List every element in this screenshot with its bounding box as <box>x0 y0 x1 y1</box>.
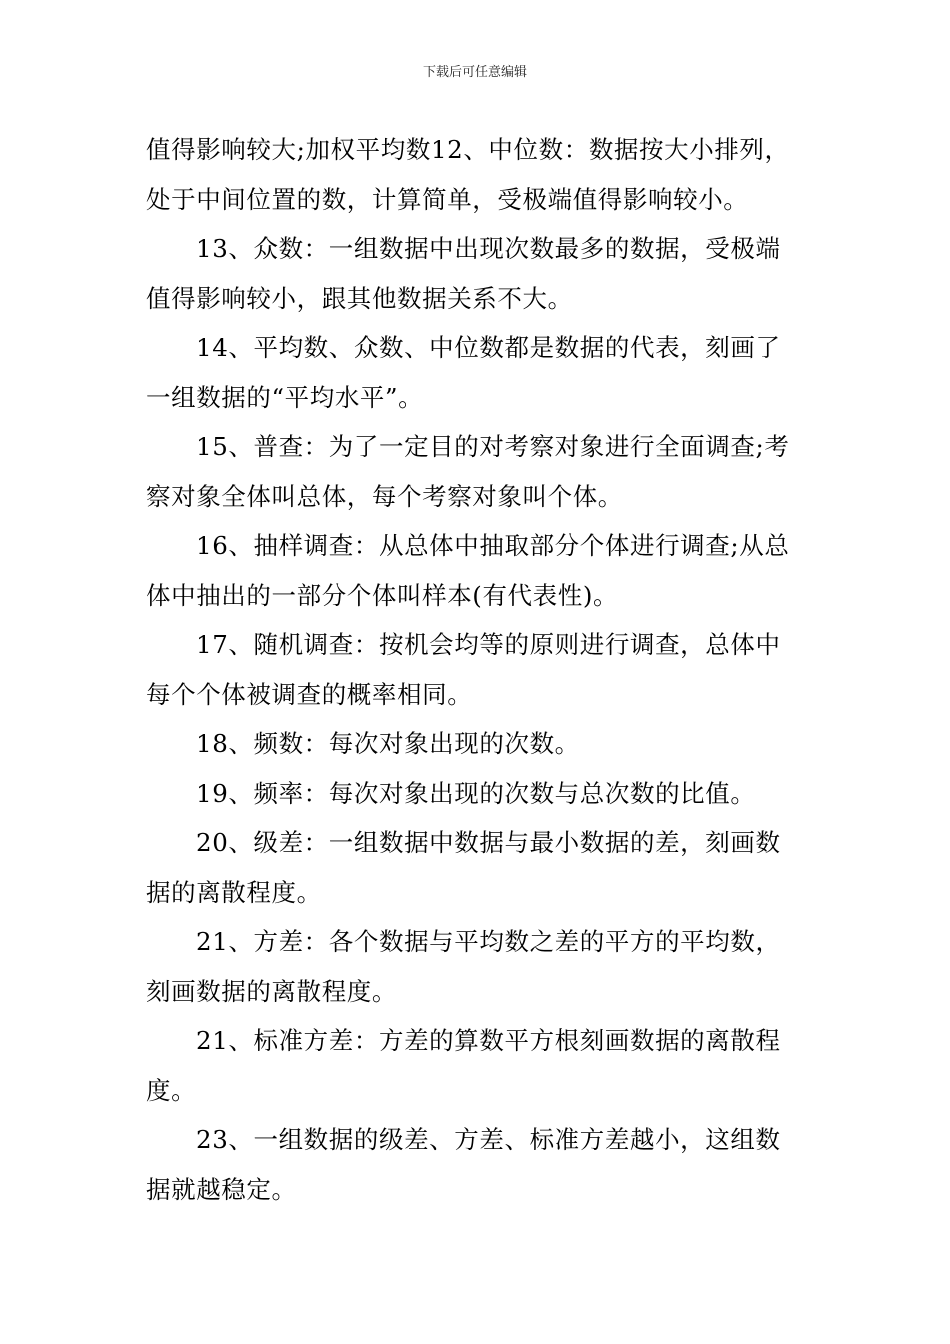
paragraph-item-19 <box>146 769 808 819</box>
paragraph-line: 21、标准方差：方差的算数平方根刻画数据的离散程 <box>196 1026 781 1055</box>
paragraph-line: 体中抽出的一部分个体叫样本(有代表性)。 <box>146 580 619 610</box>
paragraph-line: 23、一组数据的级差、方差、标准方差越小，这组数 <box>196 1125 781 1154</box>
paragraph-line: 20、级差：一组数据中数据与最小数据的差，刻画数 <box>196 828 781 857</box>
paragraph-item-18 <box>146 719 808 769</box>
paragraph-line: 据就越稳定。 <box>146 1174 297 1204</box>
paragraph-line: 刻画数据的离散程度。 <box>146 976 397 1006</box>
paragraph-line: 每个个体被调查的概率相同。 <box>146 679 473 709</box>
paragraph-line: 21、方差：各个数据与平均数之差的平方的平均数， <box>196 927 781 956</box>
paragraph-item-14 <box>146 323 808 422</box>
paragraph-line: 16、抽样调查：从总体中抽取部分个体进行调查;从总 <box>196 531 790 560</box>
paragraph-line: 14、平均数、众数、中位数都是数据的代表，刻画了 <box>196 333 781 362</box>
paragraph-line: 处于中间位置的数，计算简单，受极端值得影响较小。 <box>146 184 749 214</box>
paragraph-item-17 <box>146 620 808 719</box>
paragraph-line: 13、众数：一组数据中出现次数最多的数据，受极端 <box>196 234 781 263</box>
paragraph-item-13 <box>146 224 808 323</box>
paragraph-line: 度。 <box>146 1075 197 1105</box>
paragraph-line: 值得影响较大;加权平均数12、中位数：数据按大小排列， <box>146 135 790 164</box>
paragraph-item-21-std-deviation <box>146 1016 808 1115</box>
paragraph-line: 15、普查：为了一定目的对考察对象进行全面调查;考 <box>196 432 790 461</box>
paragraph-line: 一组数据的“平均水平”。 <box>146 382 424 412</box>
paragraph-item-23 <box>146 1115 808 1214</box>
paragraph-line: 19、频率：每次对象出现的次数与总次数的比值。 <box>196 778 756 808</box>
paragraph-line: 察对象全体叫总体，每个考察对象叫个体。 <box>146 481 623 511</box>
page-header: 下载后可任意编辑 <box>422 65 527 80</box>
paragraph-line: 据的离散程度。 <box>146 877 322 907</box>
paragraph-item-15 <box>146 422 808 521</box>
paragraph-item-20 <box>146 818 808 917</box>
paragraph-item-21-variance <box>146 917 808 1016</box>
paragraph-item-16 <box>146 521 808 620</box>
paragraph-line: 17、随机调查：按机会均等的原则进行调查，总体中 <box>196 630 781 659</box>
paragraph-line: 18、频数：每次对象出现的次数。 <box>196 729 580 758</box>
document-body <box>146 125 808 1214</box>
paragraph-continuation <box>146 125 808 224</box>
paragraph-line: 值得影响较小，跟其他数据关系不大。 <box>146 283 573 313</box>
